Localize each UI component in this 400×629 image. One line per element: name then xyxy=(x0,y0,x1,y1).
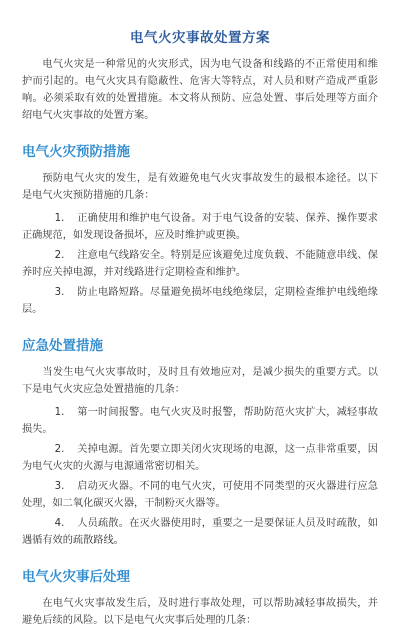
list-number: 2. xyxy=(54,250,65,261)
list-text: 正确使用和维护电气设备。对于电气设备的安装、保养、操作要求正确规范，如发现设备损坏，应及时维护或更换。 xyxy=(22,213,378,241)
list-text: 人员疏散。在灭火器使用时，重要之一是要保证人员及时疏散，如遇循有效的疏散路线。 xyxy=(22,518,378,546)
list-item xyxy=(22,247,378,281)
list-text: 关掉电源。首先要立即关闭火灾现场的电源，这一点非常重要，因为电气火灾的火源与电源通常密切相关。 xyxy=(22,444,378,472)
list-number: 3. xyxy=(54,287,65,298)
list-number: 1. xyxy=(54,407,65,418)
list-item xyxy=(22,515,378,549)
list-text: 防止电路短路。尽量避免损坏电线绝缘层，定期检查维护电线绝缘层。 xyxy=(22,287,378,315)
list-text: 注意电气线路安全。特别是应该避免过度负载、不能随意串线、保养时应关掉电源，并对线路进行定期检查和维护。 xyxy=(22,250,378,278)
section-heading-emergency: 应急处置措施 xyxy=(22,338,103,354)
aftermath-paragraph: 在电气火灾事故发生后，及时进行事故处理，可以帮助减轻事故损失，并避免后续的风险。以下是电气火灾事后处理的几条： xyxy=(22,598,378,626)
list-number: 3. xyxy=(54,481,65,492)
section-heading-prevention: 电气火灾预防措施 xyxy=(22,144,130,160)
emergency-paragraph: 当发生电气火灾事故时，及时且有效地应对，是减少损失的重要方式。以下是电气火灾应急处置措施的几条： xyxy=(22,367,378,395)
list-item xyxy=(22,404,378,438)
prevention-list xyxy=(22,210,378,318)
emergency-list xyxy=(22,404,378,549)
list-number: 4. xyxy=(54,518,65,529)
prevention-paragraph: 预防电气火灾的发生，是有效避免电气火灾事故发生的最根本途径。以下是电气火灾预防措施的几条： xyxy=(22,173,378,201)
list-text: 第一时间报警。电气火灾及时报警，帮助防范火灾扩大，减轻事故损失。 xyxy=(22,407,378,435)
list-number: 2. xyxy=(54,444,65,455)
list-item xyxy=(22,441,378,475)
document-title: 电气火灾事故处置方案 xyxy=(130,30,270,46)
list-text: 启动灭火器。不同的电气火灾，可使用不同类型的灭火器进行应急处理，如二氧化碳灭火器，干制粉灭火器等。 xyxy=(22,481,378,509)
list-item xyxy=(22,478,378,512)
intro-paragraph: 电气火灾是一种常见的火灾形式，因为电气设备和线路的不正常使用和维护而引起的。电气火灾具有隐蔽性、危害大等特点，对人员和财产造成严重影响。必须采取有效的处置措施。本文将从预防、应急处置、事后处理等方面介绍电气火灾事故的处置方案。 xyxy=(22,59,378,121)
list-item xyxy=(22,284,378,318)
section-heading-aftermath: 电气火灾事后处理 xyxy=(22,569,130,585)
list-item xyxy=(22,210,378,244)
list-number: 1. xyxy=(54,213,65,224)
